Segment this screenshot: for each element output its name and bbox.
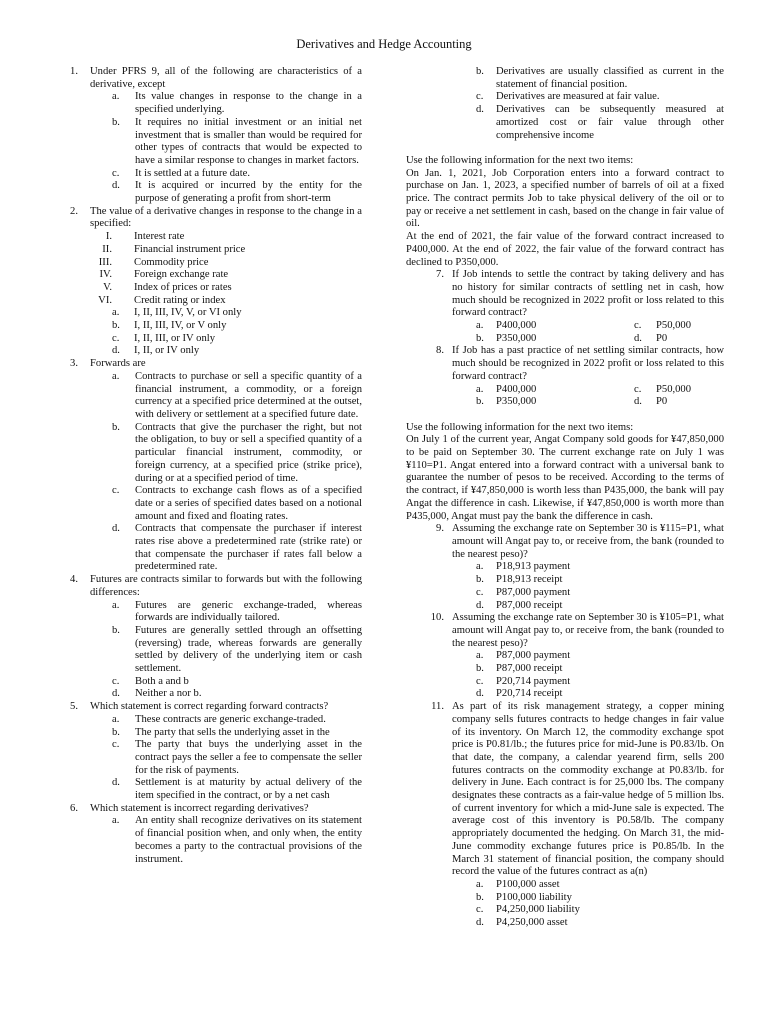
question-stem: If Job intends to settle the contract by taking delivery and has no history for similar contracts of settling net in cash, how much should be recognized in 2022 profit or loss related to this forward contract? [452,269,724,319]
question-stem: Which statement is incorrect regarding derivatives? [90,802,309,814]
roman-item: VI. Credit rating or index [98,294,226,306]
info-lead: Use the following information for the next two items: [406,421,634,433]
roman-item: IV. Foreign exchange rate [99,269,229,281]
question-number: 3. [70,358,78,370]
info-block-angat-company [406,422,724,524]
options-grid [452,384,724,409]
info-block-job-corporation [406,155,724,269]
option-c: c. The party that buys the underlying asset in the contract pays the seller a fee to compensate the seller for the risk of payments. [112,739,362,776]
question-10 [406,612,724,701]
option-c: c. Both a and b [112,675,189,687]
question-stem: Under PFRS 9, all of the following are characteristics of a derivative, except [90,66,362,90]
option-d: d. It is acquired or incurred by the entity for the purpose of generating a profit from short-term [112,180,362,205]
option-a: a. Futures are generic exchange-traded, whereas forwards are individually tailored. [112,599,362,624]
option-d: d. Derivatives can be subsequently measured at amortized cost or fair value through other comprehensive income [476,104,724,141]
question-6 [64,803,362,867]
option-c: c. Contracts to exchange cash flows as of a specified date or a series of specified dates based on a notional amount and fixed and floating rates. [112,485,362,522]
option-b: b. P18,913 receipt [476,574,563,586]
option-c: c. I, II, III, or IV only [112,332,215,344]
option-c: c. P50,000 [634,383,692,395]
option-d: d. P20,714 receipt [476,688,563,700]
question-number: 8. [436,345,444,357]
option-b: b. Futures are generally settled through an offsetting (reversing) trade, whereas forwards are generally settled by delivery of the underlying item or cash settlement. [112,624,362,675]
option-a: a. Its value changes in response to the change in a specified underlying. [112,91,362,116]
option-d: d. I, II, or IV only [112,345,200,357]
option-b: b. P350,000 [476,396,537,408]
option-d: d. Contracts that compensate the purchaser if interest rates rise above a predetermined rate (strike rate) or that compensate the purchaser if rates fall below a predetermined rate. [112,523,362,573]
question-6-continued [406,66,724,142]
page-title: Derivatives and Hedge Accounting [296,37,472,51]
info-lead: Use the following information for the next two items: [406,154,634,166]
option-c: c. P50,000 [634,320,692,332]
question-number: 7. [436,269,444,281]
option-d: d. P4,250,000 asset [476,917,568,929]
question-11 [406,701,724,930]
question-number: 10. [430,612,444,624]
roman-item: III. Commodity price [98,256,209,268]
option-a: a. P400,000 [476,320,537,332]
question-stem: Which statement is correct regarding forward contracts? [90,701,329,713]
roman-item: I. Interest rate [105,231,185,243]
question-8 [406,345,724,409]
question-1 [64,66,362,206]
option-b: b. P350,000 [476,332,537,344]
option-d: d. P0 [634,332,668,344]
options-grid [452,320,724,345]
option-b: b. The party that sells the underlying asset in the [112,726,330,738]
option-d: d. P0 [634,396,668,408]
option-d: d. P87,000 receipt [476,599,563,611]
question-stem: Assuming the exchange rate on September 30 is ¥115=P1, what amount will Angat pay to, or receive from, the bank (rounded to the nearest peso)? [452,523,724,560]
question-3 [64,358,362,574]
option-b: b. P100,000 liability [476,891,572,903]
question-stem: Futures are contracts similar to forwards but with the following differences: [90,574,362,598]
question-7 [406,269,724,345]
option-a: a. Contracts to purchase or sell a specific quantity of a financial instrument, a commodity, or a foreign currency at a specified price determined at the outset, with delivery or settlement at a specified future date. [112,370,362,420]
option-c: c. It is settled at a future date. [112,167,251,179]
option-a: a. P100,000 asset [476,878,560,890]
question-4 [64,574,362,701]
roman-item: II. Financial instrument price [102,243,246,255]
question-5 [64,701,362,803]
question-9 [406,523,724,612]
option-d: d. Neither a nor b. [112,688,202,700]
question-stem: If Job has a past practice of net settling similar contracts, how much should be recognized in 2022 profit or loss related to this forward contract? [452,345,724,382]
question-number: 11. [431,701,444,713]
option-b: b. Derivatives are usually classified as current in the statement of financial position. [476,66,724,90]
option-d: d. Settlement is at maturity by actual delivery of the item specified in the contract, or by a net cash [112,777,362,802]
question-2 [64,206,362,358]
question-number: 1. [70,66,78,77]
option-b: b. I, II, III, IV, or V only [112,320,227,332]
question-number: 2. [70,205,78,217]
question-stem: Forwards are [90,358,146,370]
info-paragraph: On July 1 of the current year, Angat Company sold goods for ¥47,850,000 to be paid on September 30. The current exchange rate on July 1 was ¥110=P1. Angat entered into a forward contract with a universal bank to guarantee the number of pesos to be received. According to the terms of the contract, if ¥47,850,000 is worth less than P435,000, the bank will pay Angat the difference in cash. Likewise, if ¥47,850,000 is worth more than P435,000, Angat must pay the bank the difference in cash. [406,434,724,522]
option-c: c. P4,250,000 liability [476,904,580,916]
question-stem: As part of its risk management strategy, a copper mining company sells futures contracts to hedge changes in fair value of its inventory. On March 12, the commodity exchange spot price is P0.81/lb.; the futures price for mid-June is P0.83/lb. On that date, the company, a calendar yearend firm, sells 200 futures contracts on the commodity exchange at P0.83/lb. for delivery in June. Each contract is for 25,000 lbs. The company designates these contracts as a fair-value hedge of 5 million lbs. of current inventory for which a mid-June sale is expected. The average cost of this inventory is P0.58/lb. The company appropriately documented the hedging. On March 31, the mid-June commodity exchange futures price is P0.85/lb. In the March 31 statement of financial position, the company should record the value of the futures contract as a(n) [452,701,724,878]
roman-list [90,231,362,358]
info-paragraph: At the end of 2021, the fair value of the forward contract increased to P400,000. At the end of 2022, the fair value of the forward contract has declined to P350,000. [406,231,724,268]
question-number: 9. [436,523,444,535]
option-a: a. P400,000 [476,383,537,395]
option-b: b. P87,000 receipt [476,663,563,675]
option-c: c. Derivatives are measured at fair value. [476,91,660,103]
question-number: 6. [70,802,78,814]
option-a: a. P18,913 payment [476,561,571,573]
option-a: a. These contracts are generic exchange-traded. [112,713,326,725]
option-c: c. P87,000 payment [476,586,571,598]
question-stem: The value of a derivative changes in response to the change in a specified: [90,205,362,230]
info-paragraph: On Jan. 1, 2021, Job Corporation enters into a forward contract to purchase on Jan. 1, 2023, a specified number of barrels of oil at a fixed price. The contract permits Job to take physical delivery of the oil or to pay or receive a net settlement in cash, based on the change in fair value of oil. [406,167,724,230]
option-a: a. An entity shall recognize derivatives on its statement of financial position when, and only when, the entity becomes a party to the contractual provisions of the instrument. [112,815,362,865]
question-stem: Assuming the exchange rate on September 30 is ¥105=P1, what amount will Angat pay to, or receive from, the bank (rounded to the nearest peso)? [452,612,724,649]
question-number: 4. [70,574,78,586]
option-a: a. I, II, III, IV, V, or VI only [112,307,242,319]
roman-item: V. Index of prices or rates [103,281,232,293]
question-number: 5. [70,701,78,713]
option-b: b. It requires no initial investment or an initial net investment that is smaller than would be required for other types of contracts that would be expected to have a similar response to changes in market factors. [112,116,362,166]
right-column [406,66,724,930]
option-c: c. P20,714 payment [476,675,571,687]
option-a: a. P87,000 payment [476,650,571,662]
option-b: b. Contracts that give the purchaser the right, but not the obligation, to buy or sell a specified quantity of a particular financial instrument, commodity, or foreign currency, at a specified price (strike price), during or at a specified period of time. [112,421,362,484]
left-column [64,66,362,866]
